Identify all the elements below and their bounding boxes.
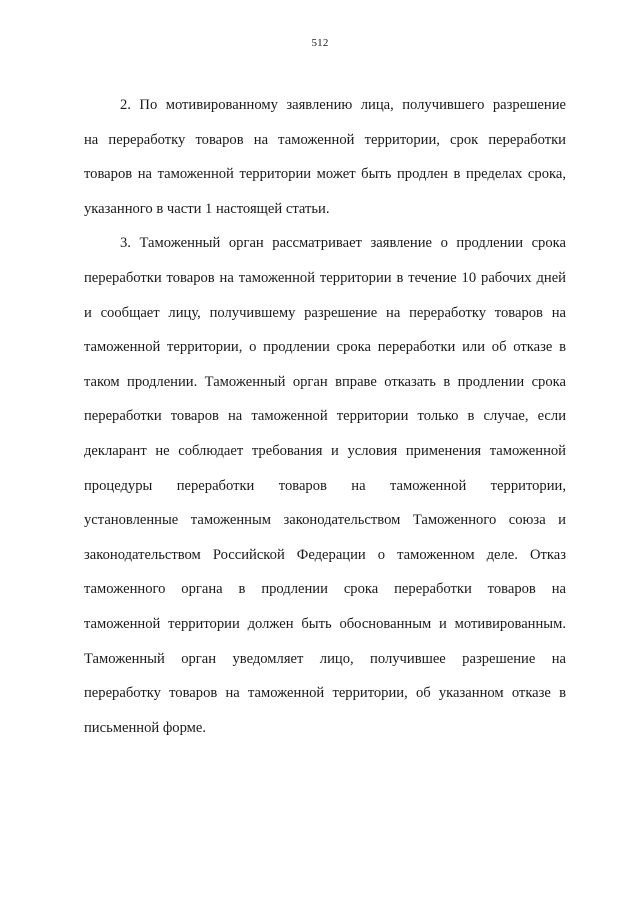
text-line: таком продлении. Таможенный орган вправе отказать в продлении срока xyxy=(84,373,566,390)
text-line: на переработку товаров на таможенной территории, срок переработки xyxy=(84,131,566,148)
text-line: установленные таможенным законодательством Таможенного союза и xyxy=(84,512,566,529)
text-line: таможенной территории должен быть обоснованным и мотивированным. xyxy=(84,615,566,632)
text-line: товаров на таможенной территории может быть продлен в пределах срока, xyxy=(84,166,566,183)
text-line: переработку товаров на таможенной территории, об указанном отказе в xyxy=(84,685,566,702)
text-line: 3. Таможенный орган рассматривает заявление о продлении срока xyxy=(120,235,566,252)
text-line: 2. По мотивированному заявлению лица, получившего разрешение xyxy=(120,97,566,113)
text-line: таможенного органа в продлении срока переработки товаров на xyxy=(84,581,566,598)
text-line: переработки товаров на таможенной территории в течение 10 рабочих дней xyxy=(84,269,566,286)
document-body xyxy=(84,88,566,745)
text-line: письменной форме. xyxy=(84,719,207,736)
paragraph-3 xyxy=(84,226,566,745)
text-line: Таможенный орган уведомляет лицо, получившее разрешение на xyxy=(84,650,566,667)
text-line: законодательством Российской Федерации о таможенном деле. Отказ xyxy=(84,546,566,563)
text-line: указанного в части 1 настоящей статьи. xyxy=(84,200,330,217)
paragraph-2 xyxy=(84,88,566,226)
text-line: и сообщает лицу, получившему разрешение на переработку товаров на xyxy=(84,304,566,321)
text-line: таможенной территории, о продлении срока переработки или об отказе в xyxy=(84,339,566,356)
page-number: 512 xyxy=(311,37,329,49)
text-line: переработки товаров на таможенной территории только в случае, если xyxy=(84,408,566,425)
text-line: процедуры переработки товаров на таможенной территории, xyxy=(84,477,566,494)
text-line: декларант не соблюдает требования и условия применения таможенной xyxy=(84,442,566,459)
